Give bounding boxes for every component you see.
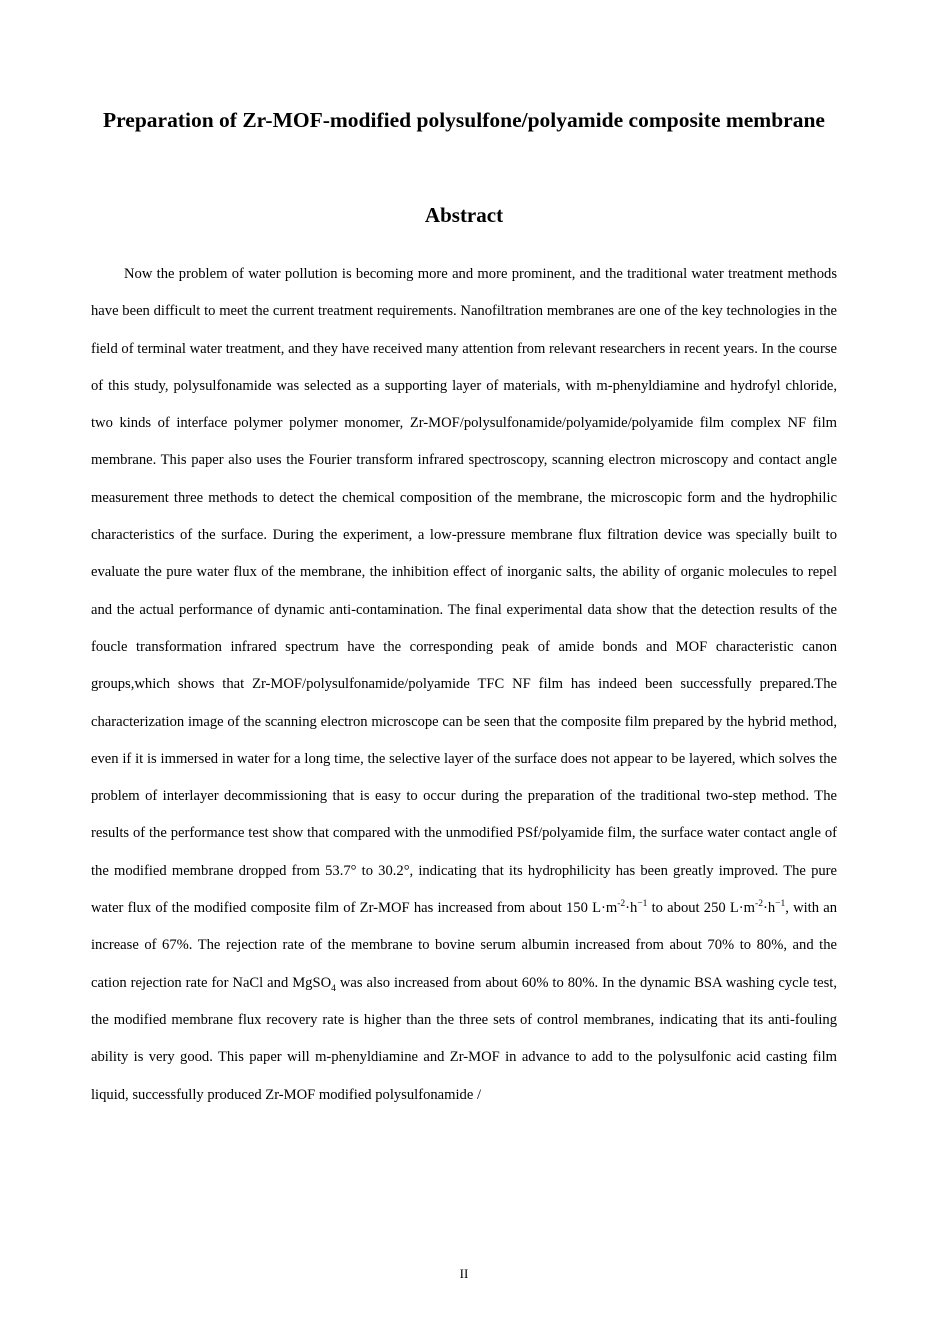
document-title: Preparation of Zr-MOF-modified polysulfone/polyamide composite membrane [103, 108, 825, 132]
unit-exponent-m: -2 [617, 899, 626, 910]
abstract-text-part-2: to about 250 L·m [647, 900, 756, 917]
abstract-paragraph [91, 256, 837, 1114]
unit-exponent-h-2: −1 [775, 899, 786, 910]
unit-dot-h-2: ·h [762, 900, 776, 917]
abstract-text-part-4: was also increased from about 60% to 80%. In the dynamic BSA washing cycle test, the modified membrane flux recovery rate is higher than the three sets of control membranes, indicating that its anti-fouling ability is very good. This paper will m-phenyldiamine and Zr-MOF in advance to add to the polysulfonic acid casting film liquid, successfully produced Zr-MOF modified polysulfonamide / [91, 974, 837, 1103]
unit-exponent-h: −1 [637, 899, 648, 910]
page-number: II [459, 1266, 469, 1281]
abstract-text-part-1: Now the problem of water pollution is becoming more and more prominent, and the traditional water treatment methods have been difficult to meet the current treatment requirements. Nanofiltration membranes are one of the key technologies in the field of terminal water treatment, and they have received many attention from relevant researchers in recent years. In the course of this study, polysulfonamide was selected as a supporting layer of materials, with m-phenyldiamine and hydrofyl chloride, two kinds of interface polymer polymer monomer, Zr-MOF/polysulfonamide/polyamide/polyamide film complex NF film membrane. This paper also uses the Fourier transform infrared spectroscopy, scanning electron microscopy and contact angle measurement three methods to detect the chemical composition of the membrane, the microscopic form and the hydrophilic characteristics of the surface. During the experiment, a low-pressure membrane flux filtration device was specially built to evaluate the pure water flux of the membrane, the inhibition effect of inorganic salts, the ability of organic molecules to repel and the actual performance of dynamic anti-contamination. The final experimental data show that the detection results of the foucle transformation infrared spectrum have the corresponding peak of amide bonds and MOF characteristic canon groups,which shows that Zr-MOF/polysulfonamide/polyamide TFC NF film has indeed been successfully prepared.The characterization image of the scanning electron microscope can be seen that the composite film prepared by the hybrid method, even if it is immersed in water for a long time, the selective layer of the surface does not appear to be layered, which solves the problem of interlayer decommissioning that is easy to occur during the preparation of the traditional two-step method. The results of the performance test show that compared with the unmodified PSf/polyamide film, the surface water contact angle of the modified membrane dropped from 53.7° to 30.2°, indicating that its hydrophilicity has been greatly improved. The pure water flux of the modified composite film of Zr-MOF has increased from about 150 L·m [91, 266, 837, 917]
unit-dot-h: ·h [625, 900, 638, 917]
abstract-text-part-3: , with an increase of 67%. The rejection rate of the membrane to bovine serum albumin increased from about 70% to 80%, and the cation rejection rate for NaCl and MgSO [91, 900, 838, 991]
mgso4-subscript: 4 [331, 983, 336, 994]
unit-exponent-m-2: -2 [755, 899, 763, 910]
abstract-heading: Abstract [424, 203, 504, 227]
